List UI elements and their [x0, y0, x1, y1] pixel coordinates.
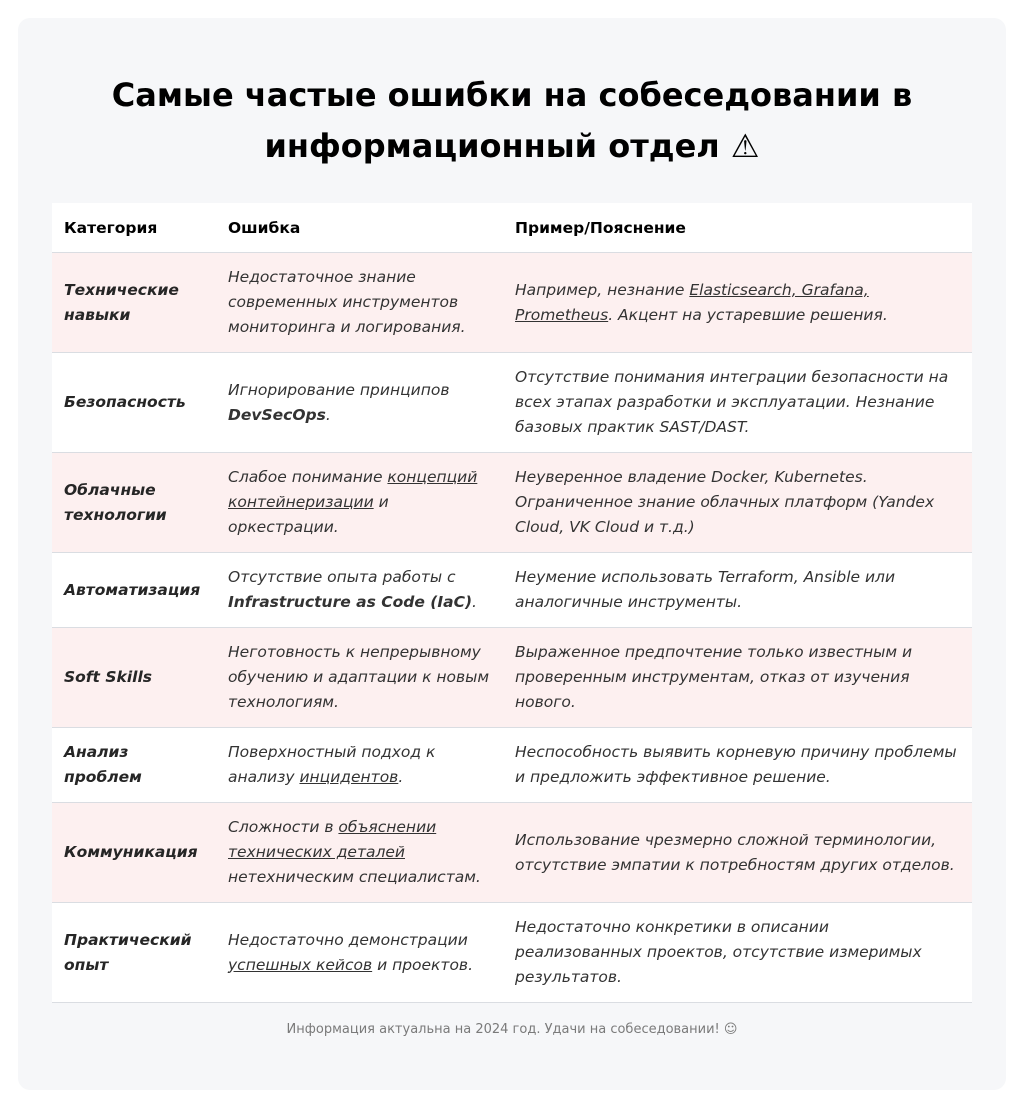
row-error: Недостаточное знание современных инструментов мониторинга и логирования.: [216, 253, 503, 353]
table-row: [52, 728, 972, 803]
example-text: Например, незнание: [515, 280, 690, 299]
row-example: [503, 253, 972, 353]
error-emphasis: DevSecOps: [228, 405, 326, 424]
table-row: [52, 453, 972, 553]
row-error: [216, 353, 503, 453]
error-link[interactable]: успешных кейсов: [228, 955, 373, 974]
error-text: Слабое понимание: [228, 468, 388, 486]
row-category: Автоматизация: [52, 553, 216, 628]
row-error: Неготовность к непрерывному обучению и адаптации к новым технологиям.: [216, 628, 503, 728]
row-example: Неуверенное владение Docker, Kubernetes. Ограниченное знание облачных платформ (Yandex Cloud, VK Cloud и т.д.): [503, 453, 972, 553]
error-link[interactable]: инцидентов: [299, 768, 399, 786]
row-error: [216, 553, 503, 628]
header-error: Ошибка: [216, 203, 503, 253]
table-row: [52, 553, 972, 628]
page-title-line-2: информационный отдел ⚠: [264, 127, 760, 165]
example-link[interactable]: Elasticsearch, Grafana, Prometheus: [515, 280, 869, 324]
table-row: [52, 803, 972, 903]
row-example: Неспособность выявить корневую причину проблемы и предложить эффективное решение.: [503, 728, 972, 803]
error-text: .: [472, 593, 477, 611]
row-category: Облачные технологии: [52, 453, 216, 553]
row-error: [216, 803, 503, 903]
row-category: Безопасность: [52, 353, 216, 453]
error-text: Поверхностный подход к анализу: [228, 743, 436, 786]
error-emphasis: Infrastructure as Code (IaC): [228, 593, 473, 611]
table-row: [52, 903, 972, 1003]
row-error: [216, 453, 503, 553]
row-category: Анализ проблем: [52, 728, 216, 803]
header-example: Пример/Пояснение: [503, 203, 972, 253]
error-text: и оркестрации.: [228, 493, 389, 536]
table-row: [52, 253, 972, 353]
row-example: Отсутствие понимания интеграции безопасности на всех этапах разработки и эксплуатации. Незнание базовых практик SAST/DAST.: [503, 353, 972, 453]
row-example: Неумение использовать Terraform, Ansible или аналогичные инструменты.: [503, 553, 972, 628]
page-title-line-1: Самые частые ошибки на собеседовании в: [111, 76, 913, 114]
table-row: [52, 628, 972, 728]
error-text: Недостаточно демонстрации: [228, 930, 468, 949]
table-header-row: [52, 203, 972, 253]
table-row: [52, 353, 972, 453]
row-category: Технические навыки: [52, 253, 216, 353]
row-example: Недостаточно конкретики в описании реализованных проектов, отсутствие измеримых результатов.: [503, 903, 972, 1003]
error-text: и проектов.: [372, 955, 473, 974]
error-link[interactable]: объяснении технических деталей: [228, 818, 437, 861]
error-text: Игнорирование принципов: [228, 380, 450, 399]
row-example: Выраженное предпочтение только известным и проверенным инструментам, отказ от изучения нового.: [503, 628, 972, 728]
error-text: Сложности в: [228, 818, 339, 836]
row-error: [216, 903, 503, 1003]
row-category: Soft Skills: [52, 628, 216, 728]
error-text: нетехническим специалистам.: [228, 868, 481, 886]
footer-note: Информация актуальна на 2024 год. Удачи на собеседовании! ☺: [286, 1022, 738, 1037]
error-text: .: [325, 405, 331, 424]
example-text: . Акцент на устаревшие решения.: [608, 305, 888, 324]
page-title: [0, 70, 1024, 172]
error-link[interactable]: концепций контейнеризации: [228, 468, 478, 511]
error-text: .: [398, 768, 404, 786]
row-category: Коммуникация: [52, 803, 216, 903]
errors-table: [52, 203, 972, 1003]
header-category: Категория: [52, 203, 216, 253]
row-error: [216, 728, 503, 803]
row-category: Практический опыт: [52, 903, 216, 1003]
error-text: Отсутствие опыта работы с: [228, 568, 456, 586]
row-example: Использование чрезмерно сложной терминологии, отсутствие эмпатии к потребностям других отделов.: [503, 803, 972, 903]
